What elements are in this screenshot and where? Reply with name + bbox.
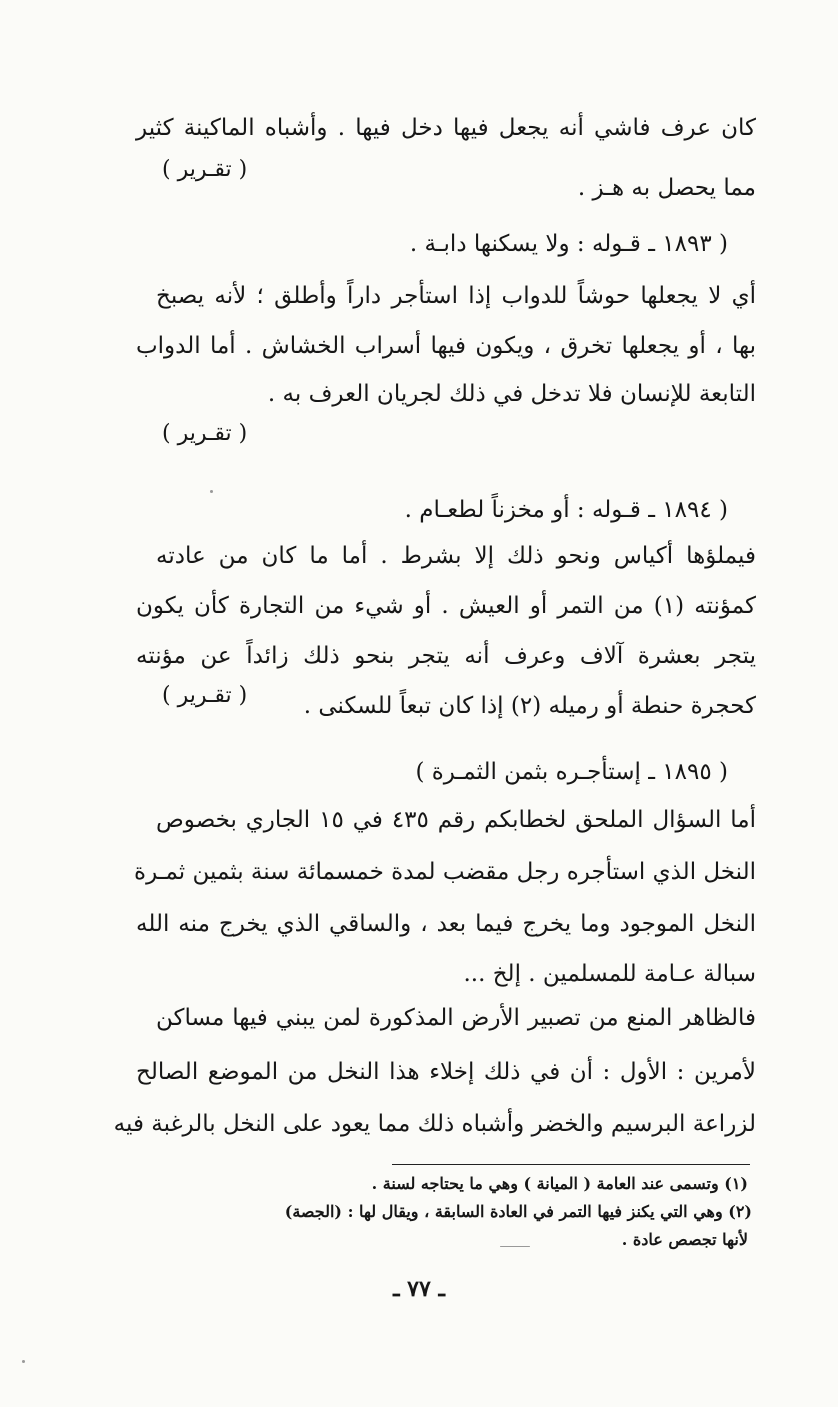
body-line-1: كان عرف فاشي أنه يجعل فيها دخل فيها . وأشباه الماكينة كثير xyxy=(136,115,756,141)
body-line-10: أما السؤال الملحق لخطابكم رقم ٤٣٥ في ١٥ الجاري بخصوص xyxy=(156,807,756,833)
footnote-2: (٢) وهي التي يكنز فيها التمر في العادة السابقة ، ويقال لها : (الجصة) xyxy=(284,1202,752,1221)
body-line-9: كحجرة حنطة أو رميله (٢) إذا كان تبعاً للسكنى . xyxy=(303,693,756,719)
footnote-1: (١) وتسمى عند العامة ( الميانة ) وهي ما يحتاجه لسنة . xyxy=(371,1174,748,1193)
footnote-2-continuation: لأنها تجصص عادة . xyxy=(621,1230,748,1249)
body-line-7: كمؤنته (١) من التمر أو العيش . أو شيء من التجارة كأن يكون xyxy=(136,593,756,619)
body-line-12: النخل الموجود وما يخرج فيما بعد ، والساقي الذي يخرج منه الله xyxy=(136,911,756,937)
scan-speck xyxy=(22,1360,25,1363)
scan-speck xyxy=(210,490,213,493)
body-line-5: التابعة للإنسان فلا تدخل في ذلك لجريان العرف به . xyxy=(267,381,756,407)
body-line-2: مما يحصل به هـز . xyxy=(577,175,756,201)
body-line-4: بها ، أو يجعلها تخرق ، ويكون فيها أسراب الخشاش . أما الدواب xyxy=(136,333,756,359)
body-line-13: سبالة عـامة للمسلمين . إلخ ... xyxy=(463,961,756,987)
section-heading-1893: ( ١٨٩٣ ـ قـوله : ولا يسكنها دابـة . xyxy=(409,231,728,257)
section-heading-1895: ( ١٨٩٥ ـ إستأجـره بثمن الثمـرة ) xyxy=(415,759,728,785)
source-attribution: ( تقـرير ) xyxy=(162,421,248,446)
source-attribution: ( تقـرير ) xyxy=(162,157,248,182)
body-line-15: لأمرين : الأول : أن في ذلك إخلاء هذا النخل من الموضع الصالح xyxy=(136,1059,756,1085)
scan-speck xyxy=(500,1246,530,1247)
body-line-11: النخل الذي استأجره رجل مقضب لمدة خمسمائة سنة بثمين ثمـرة xyxy=(134,859,756,885)
page-number: ـ ٧٧ ـ xyxy=(393,1276,445,1302)
body-line-14: فالظاهر المنع من تصبير الأرض المذكورة لمن يبني فيها مساكن xyxy=(156,1005,756,1031)
body-line-8: يتجر بعشرة آلاف وعرف أنه يتجر بنحو ذلك زائداً عن مؤنته xyxy=(136,643,756,669)
body-line-6: فيملؤها أكياس ونحو ذلك إلا بشرط . أما ما كان من عادته xyxy=(156,543,756,569)
body-line-3: أي لا يجعلها حوشاً للدواب إذا استأجر داراً وأطلق ؛ لأنه يصبخ xyxy=(156,283,756,309)
footnote-divider xyxy=(392,1164,750,1165)
source-attribution: ( تقـرير ) xyxy=(162,683,248,708)
body-line-16: لزراعة البرسيم والخضر وأشباه ذلك مما يعود على النخل بالرغبة فيه xyxy=(113,1111,756,1137)
section-heading-1894: ( ١٨٩٤ ـ قـوله : أو مخزناً لطعـام . xyxy=(404,497,728,523)
